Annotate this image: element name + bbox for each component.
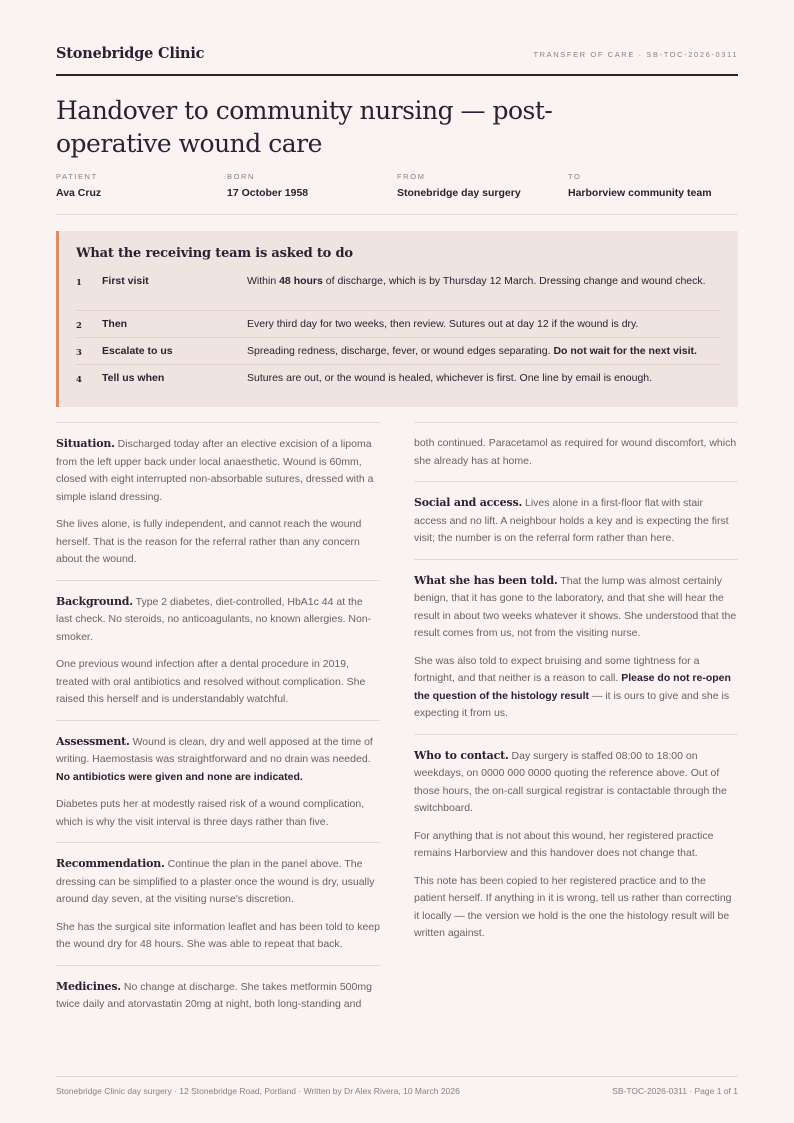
ask-row <box>76 370 721 392</box>
footer-page-number: SB-TOC-2026-0311 · Page 1 of 1 <box>612 1086 738 1096</box>
ask-panel <box>56 231 738 407</box>
ask-row-number: 1 <box>76 278 82 288</box>
section-recommendation: Recommendation. Continue the plan in the panel above. The dressing can be simplified to a plaster once the wound is dry, usually around day seven, at the visiting nurse's discretion. She has the surgical site information leaflet and has been told to keep the wound dry for 48 hours. She was able to repeat that back. <box>56 842 380 965</box>
section-heading: Medicines. <box>56 979 121 993</box>
section-heading: Social and access. <box>414 496 523 509</box>
meta-value: Stonebridge day surgery <box>397 187 521 199</box>
patient-meta <box>56 170 738 215</box>
ask-row-number: 3 <box>76 348 82 358</box>
section-medicines: Medicines. No change at discharge. She takes metformin 500mg twice daily and atorvastatin 20mg at night, both long-standing and <box>56 965 380 1025</box>
meta-to <box>568 170 712 201</box>
page-title: Handover to community nursing — post-operative wound care <box>56 96 553 158</box>
ask-row <box>76 273 721 311</box>
section-heading: Recommendation. <box>56 857 165 870</box>
section-social-access: Social and access. Lives alone in a first-floor flat with stair access and no lift. A neighbour holds a key and is expecting the first visit; the number is on the referral form rather than here. <box>414 481 738 559</box>
meta-value: 17 October 1958 <box>227 187 309 199</box>
meta-born <box>227 170 308 201</box>
section-situation: Situation. Discharged today after an elective excision of a lipoma from the left upper back under local anaesthetic. Wound is 60mm, closed with eight interrupted non-absorbable sutures, dressed with a simple island dressing. She lives alone, is fully independent, and cannot reach the wound herself. That is the reason for the referral rather than any concern about the wound. <box>56 422 380 580</box>
meta-patient <box>56 170 101 201</box>
ask-row-label: Escalate to us <box>102 345 173 357</box>
section-medicines-continued: both continued. Paracetamol as required for wound discomfort, which she already has at home. <box>414 422 738 481</box>
ask-row-number: 4 <box>76 375 82 385</box>
ask-row-text: Spreading redness, discharge, fever, or wound edges separating. Do not wait for the next visit. <box>247 345 697 357</box>
ask-row-label: Tell us when <box>102 372 165 384</box>
ask-row-text: Sutures are out, or the wound is healed, whichever is first. One line by email is enough. <box>247 372 653 384</box>
ask-row-text: Every third day for two weeks, then review. Sutures out at day 12 if the wound is dry. <box>247 318 639 330</box>
ask-panel-title: What the receiving team is asked to do <box>76 246 353 261</box>
document-header <box>56 44 738 76</box>
section-heading: Situation. <box>56 437 115 450</box>
meta-label: FROM <box>397 172 426 181</box>
ask-row-text: Within 48 hours of discharge, which is by Thursday 12 March. Dressing change and wound check. <box>247 275 706 287</box>
section-heading: Who to contact. <box>414 748 509 762</box>
meta-label: TO <box>568 172 582 181</box>
section-who-to-contact: Who to contact. Day surgery is staffed 08:00 to 18:00 on weekdays, on 0000 000 0000 quoting the reference above. Out of those hours, the on-call surgical registrar is contactable through the switchboard. For anything that is not about this wound, her registered practice remains Harborview and this handover does not change that. This note has been copied to her registered practice and to the patient herself. If anything in it is wrong, tell us rather than correcting it locally — the version we hold is the one the histology result will be written against. <box>414 734 738 954</box>
section-heading: Background. <box>56 594 133 608</box>
page-footer <box>56 1076 738 1098</box>
ask-row-label: Then <box>102 318 128 330</box>
section-what-she-has-been-told: What she has been told. That the lump was almost certainly benign, that it has gone to the laboratory, and that she will hear the result in about two weeks whatever it shows. She understood that the result comes from us, not from the visiting nurse. She was also told to expect bruising and some tightness for a fortnight, and that neither is a reason to call. Please do not re-open the question of the histology result — it is ours to give and she is expecting it from us. <box>414 559 738 734</box>
clinic-name: Stonebridge Clinic <box>56 45 205 62</box>
left-column <box>56 422 380 1025</box>
meta-value: Ava Cruz <box>56 187 102 199</box>
section-background: Background. Type 2 diabetes, diet-controlled, HbA1c 44 at the last check. No steroids, no anticoagulants, no known allergies. Non-smoker. One previous wound infection after a dental procedure in 2019, treated with oral antibiotics and resolved without complication. She raised this herself and is understandably watchful. <box>56 580 380 720</box>
ask-row <box>76 316 721 338</box>
right-column <box>414 422 738 954</box>
meta-from <box>397 170 521 201</box>
document-reference: TRANSFER OF CARE · SB-TOC-2026-0311 <box>533 50 738 59</box>
section-heading: Assessment. <box>56 734 130 748</box>
ask-row <box>76 343 721 365</box>
ask-row-label: First visit <box>102 275 149 287</box>
section-assessment: Assessment. Wound is clean, dry and well apposed at the time of writing. Haemostasis was straightforward and no drain was needed. No antibiotics were given and none are indicated. Diabetes puts her at modestly raised risk of a wound complication, which is why the visit interval is three days rather than five. <box>56 720 380 843</box>
section-heading: What she has been told. <box>414 573 558 587</box>
footer-address: Stonebridge Clinic day surgery · 12 Stonebridge Road, Portland · Written by Dr Alex Rivera, 10 March 2026 <box>56 1086 460 1096</box>
meta-label: PATIENT <box>56 172 98 181</box>
meta-value: Harborview community team <box>568 187 712 199</box>
meta-label: BORN <box>227 172 256 181</box>
ask-row-number: 2 <box>76 321 82 331</box>
